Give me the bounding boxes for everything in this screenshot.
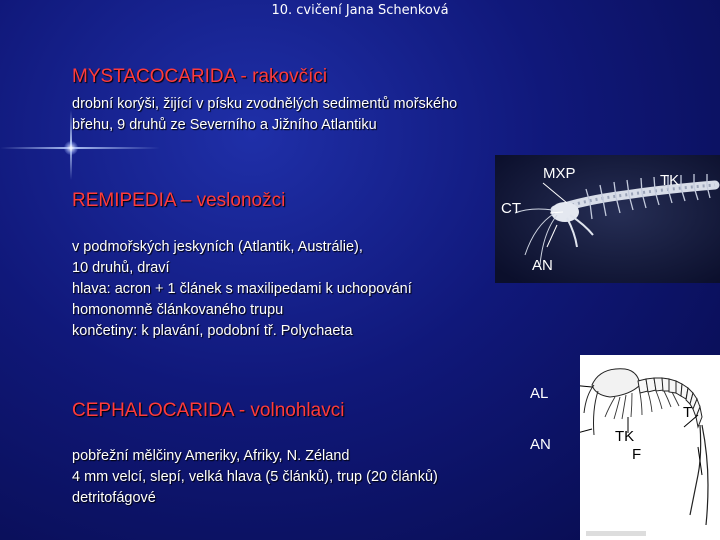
label-tk-drawing: TK [615,428,635,445]
cephalocarida-line: 4 mm velcí, slepí, velká hlava (5 článků), trup (20 článků) [72,469,438,485]
remipedia-photo-svg [495,155,720,283]
slide-header: 10. cvičení Jana Schenková [271,3,449,18]
lens-flare-glow [64,141,78,155]
cephalocarida-text [72,446,438,509]
remipedia-text [72,237,412,342]
mystacocarida-title: MYSTACOCARIDA - rakovčíci [72,66,328,87]
label-mxp: MXP [543,165,576,182]
label-an-drawing: AN [530,436,551,453]
label-t: T [683,404,693,421]
cephalocarida-line: detritofágové [72,490,156,506]
remipedia-line: končetiny: k plavání, podobní tř. Polychaeta [72,323,353,339]
mystacocarida-line: drobní korýši, žijící v písku zvodnělých sedimentů mořského [72,96,458,112]
remipedia-title: REMIPEDIA – veslonožci [72,190,286,211]
remipedia-line: 10 druhů, draví [72,260,170,276]
cephalocarida-drawing [580,355,720,540]
lens-flare-horizontal [0,147,160,149]
mystacocarida-line: břehu, 9 druhů ze Severního a Jižního Atlantiku [72,117,377,133]
label-an-photo: AN [532,257,553,274]
cephalocarida-line: pobřežní mělčiny Ameriky, Afriky, N. Zéland [72,448,350,464]
label-f: F [632,446,642,463]
label-al: AL [530,385,549,402]
cephalocarida-drawing-svg [580,355,720,540]
remipedia-line: hlava: acron + 1 článek s maxilipedami k uchopování [72,281,412,297]
remipedia-photo [495,155,720,283]
remipedia-line: v podmořských jeskyních (Atlantik, Austrálie), [72,239,363,255]
label-tk-photo: TK [660,172,680,189]
label-ct: CT [501,200,521,217]
mystacocarida-text [72,94,457,136]
remipedia-line: homonomně článkovaného trupu [72,302,284,318]
cephalocarida-title: CEPHALOCARIDA - volnohlavci [72,400,345,421]
